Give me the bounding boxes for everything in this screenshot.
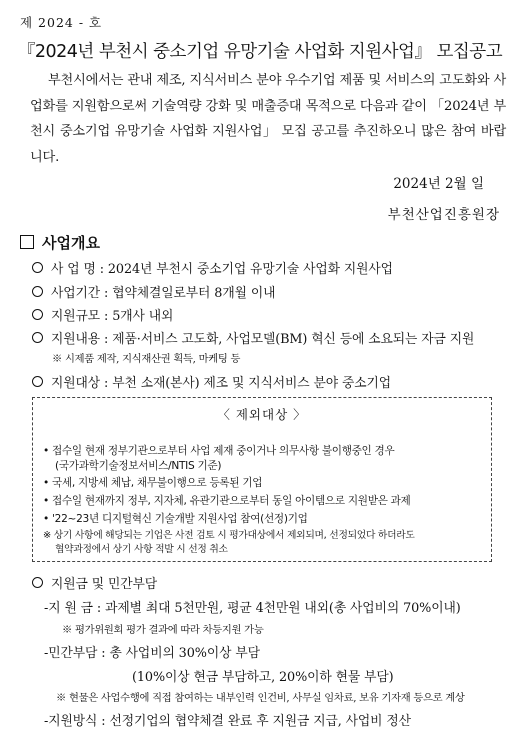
content-note: ※ 시제품 제작, 지식재산권 획득, 마케팅 등 [52, 353, 241, 365]
private-burden: -민간부담 : 총 사업비의 30%이상 부담 [44, 646, 260, 661]
exclusion-item: • 접수일 현재 정부기관으로부터 사업 제재 중이거나 의무사항 불이행중인 경우 [43, 445, 395, 457]
private-burden-detail: (10%이상 현금 부담하고, 20%이하 현물 부담) [132, 670, 394, 685]
page-title: 『2024년 부천시 중소기업 유망기술 사업화 지원사업』 모집공고 [17, 42, 503, 62]
circle-bullet-icon [32, 376, 43, 387]
exclusion-item: • '22~23년 디지털혁신 기술개발 지원사업 참여(선정)기업 [43, 513, 308, 525]
circle-bullet-icon [32, 309, 43, 320]
intro-paragraph: 부천시에서는 관내 제조, 지식서비스 분야 우수기업 제품 및 서비스의 고도화와 사업화를 지원함으로써 기술역량 강화 및 매출증대 목적으로 다음과 같이 「2024년 부천시 중소기업 유망기술 사업화 지원사업」 모집 공고를 추진하오니 많은 참여 바랍니다. [30, 73, 506, 165]
funding-heading: 지원금 및 민간부담 [32, 573, 157, 592]
circle-bullet-icon [32, 286, 43, 297]
overview-item-name: 사 업 명 : 2024년 부천시 중소기업 유망기술 사업화 지원사업 [32, 258, 393, 277]
exclusion-title: 〈 제외대상 〉 [217, 407, 307, 422]
issuing-organization: 부천산업진흥원장 [387, 207, 500, 223]
exclusion-note: ※ 상기 사항에 해당되는 기업은 사전 검토 시 평가대상에서 제외되며, 선정되었다 하더라도 [43, 530, 415, 541]
exclusion-box [32, 397, 492, 562]
circle-bullet-icon [32, 262, 43, 273]
exclusion-item: • 국세, 지방세 체납, 채무불이행으로 등록된 기업 [43, 477, 263, 489]
section-title-text: 사업개요 [42, 234, 100, 252]
support-method: -지원방식 : 선정기업의 협약체결 완료 후 지원금 지급, 사업비 정산 [44, 714, 411, 729]
overview-item-content: 지원내용 : 제품·서비스 고도화, 사업모델(BM) 혁신 등에 소요되는 자금 지원 [32, 328, 474, 347]
support-amount: -지 원 금 : 과제별 최대 5천만원, 평균 4천만원 내외(총 사업비의 70%이내) [44, 601, 461, 616]
exclusion-note: 협약과정에서 상기 사항 적발 시 선정 취소 [55, 544, 228, 555]
overview-item-scale: 지원규모 : 5개사 내외 [32, 305, 173, 324]
support-note: ※ 평가위원회 평가 결과에 따라 차등지원 가능 [62, 624, 264, 636]
document-number: 제 2024 - 호 [20, 15, 103, 30]
issue-date: 2024년 2월 일 [393, 176, 484, 192]
exclusion-item: • 접수일 현재까지 정부, 지자체, 유관기관으로부터 동일 아이템으로 지원받은 과제 [43, 495, 411, 507]
circle-bullet-icon [32, 332, 43, 343]
overview-item-target: 지원대상 : 부천 소재(본사) 제조 및 지식서비스 분야 중소기업 [32, 372, 391, 391]
overview-item-period: 사업기간 : 협약체결일로부터 8개월 이내 [32, 282, 275, 301]
section-heading [20, 232, 100, 253]
in-kind-note: ※ 현물은 사업수행에 직접 참여하는 내부인력 인건비, 사무실 임차료, 보유 기자재 등으로 계상 [56, 692, 465, 704]
circle-bullet-icon [32, 577, 43, 588]
square-bullet-icon [20, 235, 34, 249]
exclusion-item: (국가과학기술정보서비스/NTIS 기준) [55, 460, 222, 472]
